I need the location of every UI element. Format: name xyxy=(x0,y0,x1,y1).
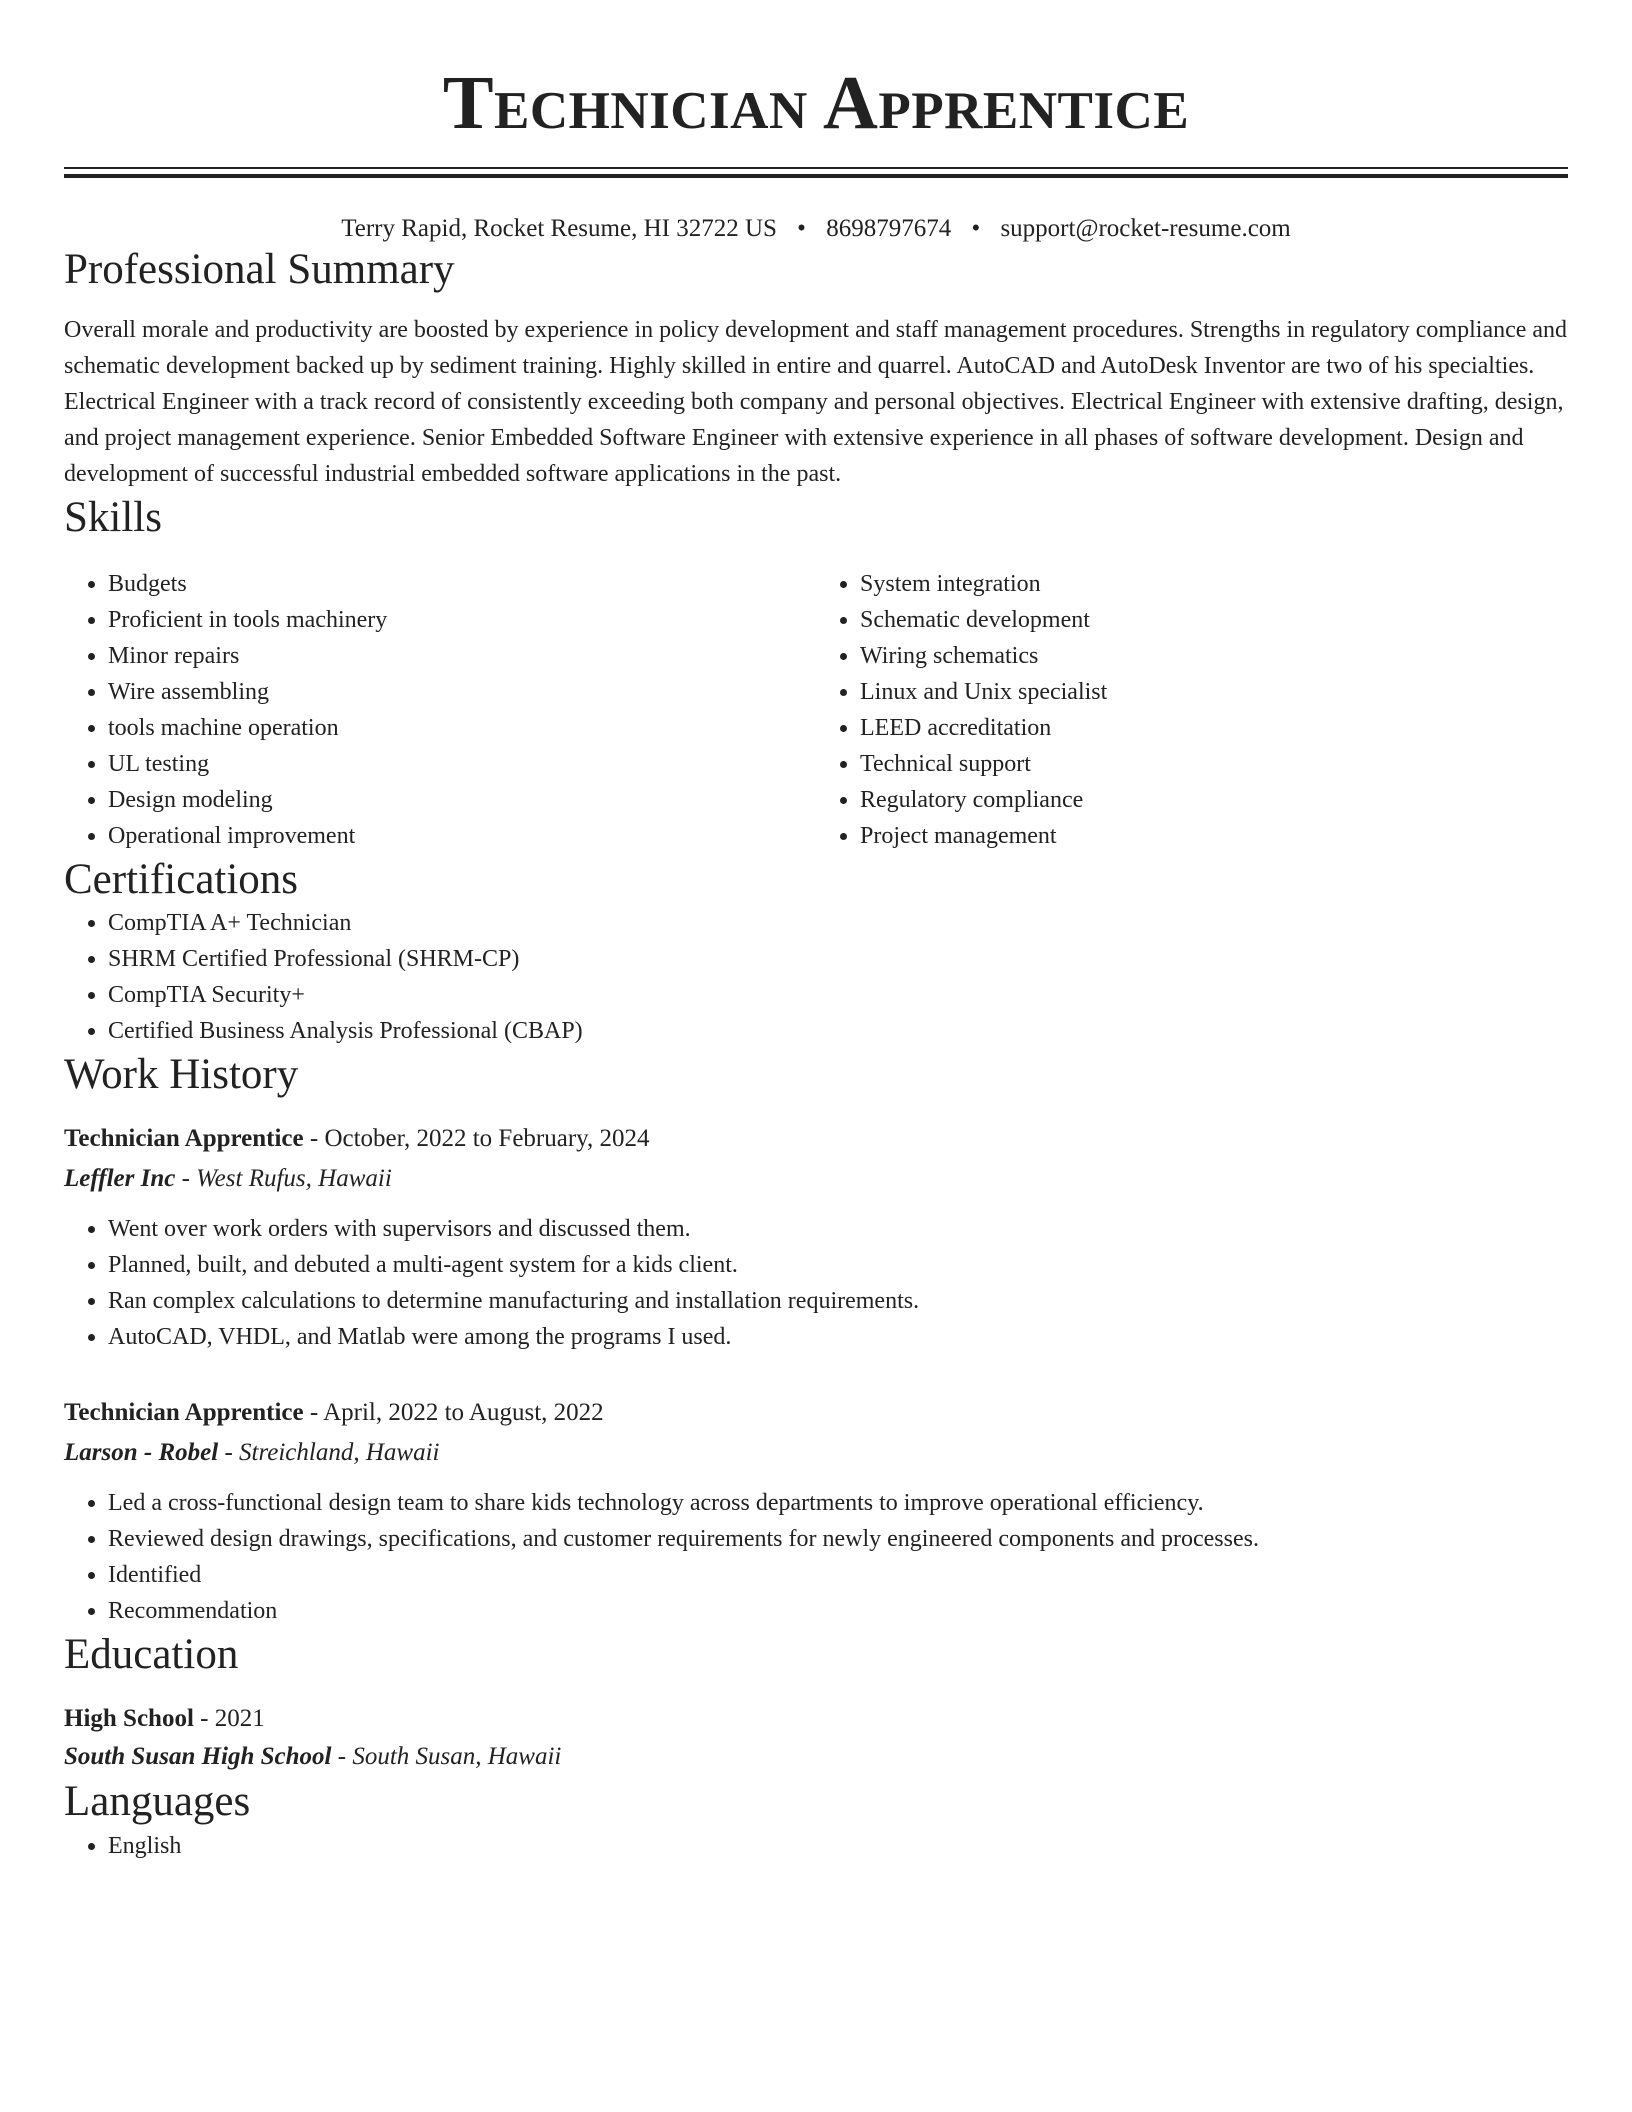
education-entry xyxy=(64,1700,1568,1776)
skill-item: • Linux and Unix specialist xyxy=(860,674,1568,710)
skill-item: • LEED accreditation xyxy=(860,710,1568,746)
skill-item: • tools machine operation xyxy=(108,710,816,746)
job-bullet: • Led a cross-functional design team to share kids technology across departments to improve operational efficiency. xyxy=(108,1485,1568,1521)
resume-page xyxy=(64,0,1568,1864)
education-degree: High School xyxy=(64,1705,194,1733)
job-bullet: • Reviewed design drawings, specifications, and customer requirements for newly engineered components and processes. xyxy=(108,1521,1568,1557)
title-divider-thin xyxy=(64,167,1568,169)
language-item: • English xyxy=(108,1828,1568,1864)
certifications-list xyxy=(64,905,1568,1049)
skill-item: • Wire assembling xyxy=(108,674,816,710)
job-bullet: • Went over work orders with supervisors and discussed them. xyxy=(108,1211,1568,1247)
job-bullet: • Recommendation xyxy=(108,1593,1568,1629)
contact-email: support@rocket-resume.com xyxy=(1000,215,1291,243)
certification-item: • CompTIA A+ Technician xyxy=(108,905,1568,941)
work-history-heading: Work History xyxy=(64,1051,299,1099)
skill-item: • Design modeling xyxy=(108,782,816,818)
job-bullet: • Ran complex calculations to determine manufacturing and installation requirements. xyxy=(108,1283,1568,1319)
certification-item: • CompTIA Security+ xyxy=(108,977,1568,1013)
job-title: Technician Apprentice xyxy=(64,1398,304,1426)
languages-heading: Languages xyxy=(64,1778,251,1826)
job-title-line xyxy=(64,1119,1568,1159)
job-company-line xyxy=(64,1433,1568,1473)
contact-separator: • xyxy=(797,215,806,243)
skills-list-right xyxy=(816,566,1568,854)
skill-item: • Minor repairs xyxy=(108,638,816,674)
job-title: Technician Apprentice xyxy=(64,1124,304,1152)
job-title-line xyxy=(64,1393,1568,1433)
job-dates: - April, 2022 to August, 2022 xyxy=(303,1398,604,1426)
contact-phone: 8698797674 xyxy=(826,215,952,243)
contact-address: Terry Rapid, Rocket Resume, HI 32722 US xyxy=(341,215,777,243)
certification-item: • SHRM Certified Professional (SHRM-CP) xyxy=(108,941,1568,977)
skill-item: • Budgets xyxy=(108,566,816,602)
skills-grid xyxy=(64,566,1568,854)
job-bullet: • Planned, built, and debuted a multi-agent system for a kids client. xyxy=(108,1247,1568,1283)
skill-item: • Schematic development xyxy=(860,602,1568,638)
job-entry xyxy=(64,1119,1568,1355)
job-bullets xyxy=(64,1211,1568,1355)
job-company-line xyxy=(64,1159,1568,1199)
summary-text: Overall morale and productivity are boosted by experience in policy development and staff management procedures. Strengths in regulatory compliance and schematic development backed up by sediment training. Highly skilled in entire and quarrel. AutoCAD and AutoDesk Inventor are two of his specialties. Electrical Engineer with a track record of consistently exceeding both company and personal objectives. Electrical Engineer with extensive drafting, design, and project management experience. Senior Embedded Software Engineer with extensive experience in all phases of software development. Design and development of successful industrial embedded software applications in the past. xyxy=(64,316,1568,487)
certification-item: • Certified Business Analysis Professional (CBAP) xyxy=(108,1013,1568,1049)
contact-separator: • xyxy=(971,215,981,243)
skill-item: • UL testing xyxy=(108,746,816,782)
skill-item: • Wiring schematics xyxy=(860,638,1568,674)
job-location: - Streichland, Hawaii xyxy=(218,1438,440,1466)
skill-item: • System integration xyxy=(860,566,1568,602)
education-location: - South Susan, Hawaii xyxy=(331,1743,562,1771)
skill-item: • Technical support xyxy=(860,746,1568,782)
education-school: South Susan High School xyxy=(64,1743,332,1771)
job-company: Larson - Robel xyxy=(64,1438,219,1466)
certifications-heading: Certifications xyxy=(64,855,299,903)
skills-heading: Skills xyxy=(64,493,162,541)
job-entry xyxy=(64,1393,1568,1629)
skills-list-left xyxy=(64,566,816,854)
job-dates: - October, 2022 to February, 2024 xyxy=(303,1124,650,1152)
job-bullet: • AutoCAD, VHDL, and Matlab were among the programs I used. xyxy=(108,1319,1568,1355)
education-school-line xyxy=(64,1738,1568,1776)
education-year: - 2021 xyxy=(193,1705,265,1733)
skill-item: • Operational improvement xyxy=(108,818,816,854)
contact-line xyxy=(64,214,1568,244)
job-bullets xyxy=(64,1485,1568,1629)
job-location: - West Rufus, Hawaii xyxy=(175,1164,392,1192)
job-company: Leffler Inc xyxy=(64,1164,176,1192)
skill-item: • Proficient in tools machinery xyxy=(108,602,816,638)
job-bullet: • Identified xyxy=(108,1557,1568,1593)
education-heading: Education xyxy=(64,1630,239,1678)
page-title: Technician Apprentice xyxy=(442,61,1190,145)
title-divider-thick xyxy=(64,174,1568,178)
skill-item: • Project management xyxy=(860,818,1568,854)
education-degree-line xyxy=(64,1700,1568,1738)
summary-heading: Professional Summary xyxy=(64,246,455,294)
languages-list xyxy=(64,1828,1568,1864)
skill-item: • Regulatory compliance xyxy=(860,782,1568,818)
